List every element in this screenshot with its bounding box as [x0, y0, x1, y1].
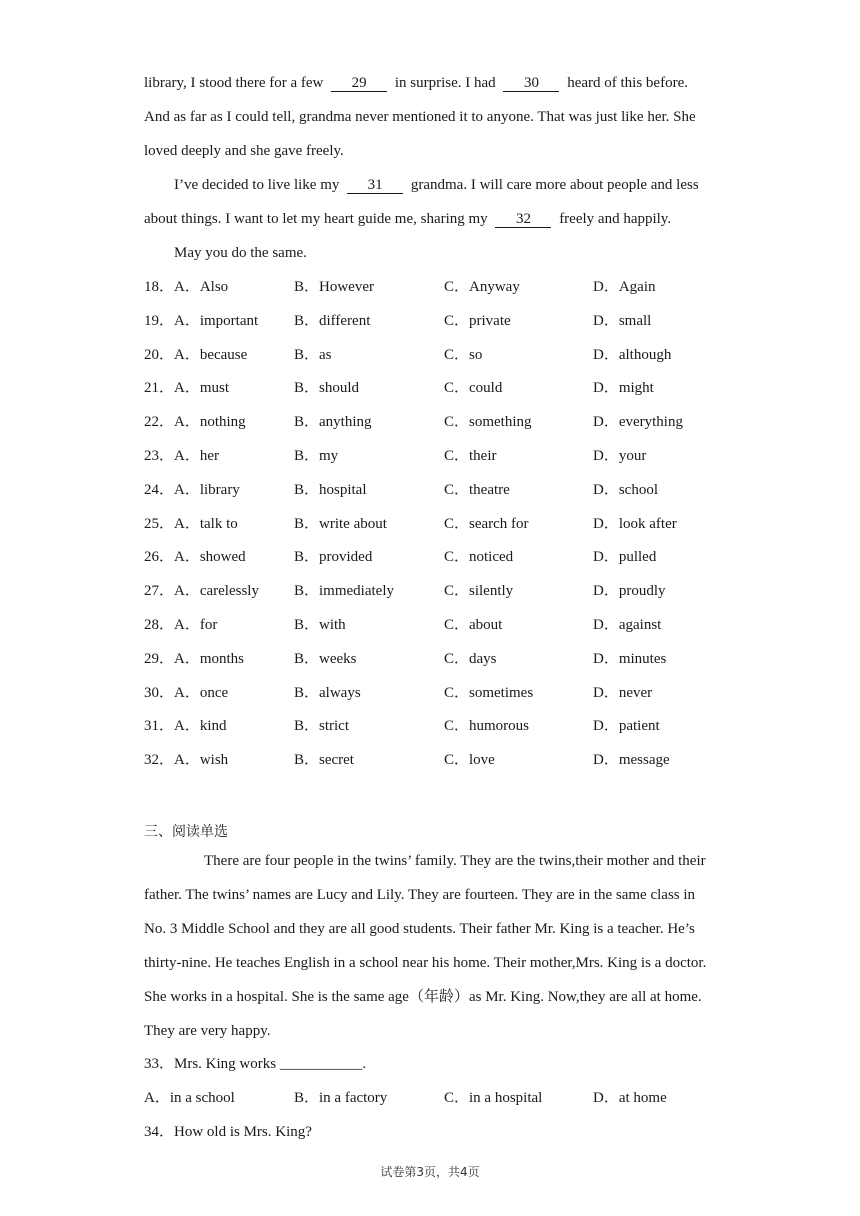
option-c[interactable]: C．humorous [444, 718, 530, 734]
text-segment: library, I stood there for a few [144, 75, 324, 91]
option-c[interactable]: C．noticed [444, 549, 514, 565]
question-number: 21． [144, 380, 175, 396]
cloze-question-row [144, 412, 744, 432]
option-b[interactable]: B．However [294, 279, 374, 295]
cloze-question-row [144, 277, 744, 297]
question-33-options [144, 1088, 744, 1108]
cloze-question-row [144, 649, 744, 669]
question-number: 18． [144, 279, 175, 295]
option-a[interactable]: A．library [174, 482, 240, 498]
blank-32: 32 [495, 211, 551, 228]
reading-line-3: No. 3 Middle School and they are all good students. Their father Mr. King is a teacher. He’s [144, 921, 695, 937]
option-d[interactable]: D．pulled [593, 549, 657, 565]
option-d[interactable]: D．Again [593, 279, 656, 295]
text-segment: freely and happily. [559, 211, 672, 227]
option-d[interactable]: D．message [593, 752, 670, 768]
option-c[interactable]: C．so [444, 347, 483, 363]
cloze-question-row [144, 716, 744, 736]
option-c[interactable]: C．about [444, 617, 503, 633]
passage-line-2: And as far as I could tell, grandma never mentioned it to anyone. That was just like her. She [144, 109, 696, 125]
cloze-question-row [144, 615, 744, 635]
option-a[interactable]: A．because [174, 347, 248, 363]
option-b[interactable]: B．different [294, 313, 371, 329]
option-b[interactable]: B．my [294, 448, 339, 464]
text-segment: grandma. I will care more about people and less [410, 177, 699, 193]
option-b[interactable]: B．always [294, 685, 361, 701]
option-b[interactable]: B．in a factory [294, 1090, 388, 1106]
option-b[interactable]: B．should [294, 380, 360, 396]
question-number: 25． [144, 516, 175, 532]
question-number: 29． [144, 651, 175, 667]
passage-line-4 [174, 175, 699, 195]
question-number: 20． [144, 347, 175, 363]
option-a[interactable]: A．talk to [174, 516, 238, 532]
question-number: 30． [144, 685, 175, 701]
option-b[interactable]: B．write about [294, 516, 387, 532]
option-c[interactable]: C．could [444, 380, 503, 396]
question-number: 26． [144, 549, 175, 565]
question-number: 28． [144, 617, 175, 633]
option-c[interactable]: C．private [444, 313, 511, 329]
cloze-question-row [144, 514, 744, 534]
passage-line-5 [144, 209, 671, 229]
option-a[interactable]: A．important [174, 313, 259, 329]
option-d[interactable]: D．your [593, 448, 647, 464]
question-33: 33．Mrs. King works ___________. [144, 1056, 367, 1072]
question-number: 27． [144, 583, 175, 599]
option-a[interactable]: A．her [174, 448, 219, 464]
cloze-question-row [144, 446, 744, 466]
reading-line-1: There are four people in the twins’ family. They are the twins,their mother and their [204, 853, 706, 869]
cloze-question-row [144, 547, 744, 567]
cloze-question-row [144, 378, 744, 398]
option-b[interactable]: B．provided [294, 549, 373, 565]
question-number: 24． [144, 482, 175, 498]
option-d[interactable]: D．everything [593, 414, 683, 430]
option-c[interactable]: C．something [444, 414, 532, 430]
passage-line-6: May you do the same. [174, 245, 307, 261]
cloze-question-row [144, 480, 744, 500]
text-segment: I’ve decided to live like my [174, 177, 340, 193]
question-number: 22． [144, 414, 175, 430]
option-a[interactable]: A．wish [174, 752, 229, 768]
option-b[interactable]: B．anything [294, 414, 372, 430]
option-a[interactable]: A．in a school [144, 1090, 235, 1106]
option-a[interactable]: A．nothing [174, 414, 246, 430]
reading-line-6: They are very happy. [144, 1023, 271, 1039]
option-b[interactable]: B．strict [294, 718, 349, 734]
option-a[interactable]: A．for [174, 617, 218, 633]
option-a[interactable]: A．Also [174, 279, 229, 295]
option-b[interactable]: B．weeks [294, 651, 357, 667]
option-c[interactable]: C．sometimes [444, 685, 534, 701]
blank-29: 29 [331, 75, 387, 92]
option-b[interactable]: B．hospital [294, 482, 367, 498]
option-d[interactable]: D．proudly [593, 583, 666, 599]
option-b[interactable]: B．with [294, 617, 346, 633]
question-34: 34．How old is Mrs. King? [144, 1124, 312, 1140]
cloze-question-row [144, 750, 744, 770]
reading-line-2: father. The twins’ names are Lucy and Lily. They are fourteen. They are in the same class in [144, 887, 696, 903]
option-d[interactable]: D．might [593, 380, 654, 396]
option-a[interactable]: A．must [174, 380, 230, 396]
blank-31: 31 [347, 177, 403, 194]
text-segment: about things. I want to let my heart guide me, sharing my [144, 211, 488, 227]
option-c[interactable]: C．Anyway [444, 279, 520, 295]
option-c[interactable]: C．love [444, 752, 495, 768]
blank-30: 30 [503, 75, 559, 92]
option-a[interactable]: A．showed [174, 549, 246, 565]
option-d[interactable]: D．against [593, 617, 662, 633]
reading-line-5: She works in a hospital. She is the same age（年龄）as Mr. King. Now,they are all at home. [144, 989, 702, 1005]
option-c[interactable]: C．silently [444, 583, 514, 599]
option-d[interactable]: D．although [593, 347, 672, 363]
text-segment: heard of this before. [567, 75, 688, 91]
cloze-question-row [144, 581, 744, 601]
option-c[interactable]: C．days [444, 651, 497, 667]
option-d[interactable]: D．at home [593, 1090, 667, 1106]
option-a[interactable]: A．once [174, 685, 229, 701]
option-b[interactable]: B．secret [294, 752, 354, 768]
text-segment: in surprise. I had [394, 75, 496, 91]
page-footer: 试卷第3页，共4页 [380, 1165, 480, 1179]
option-d[interactable]: D．never [593, 685, 653, 701]
cloze-question-row [144, 683, 744, 703]
option-c[interactable]: C．search for [444, 516, 529, 532]
passage-line-1 [144, 73, 688, 93]
passage-line-3: loved deeply and she gave freely. [144, 143, 344, 159]
cloze-question-row [144, 311, 744, 331]
section-title: 三、阅读单选 [144, 824, 228, 840]
option-d[interactable]: D．look after [593, 516, 677, 532]
question-number: 19． [144, 313, 175, 329]
option-a[interactable]: A．months [174, 651, 245, 667]
option-c[interactable]: C．their [444, 448, 497, 464]
option-d[interactable]: D．school [593, 482, 658, 498]
option-d[interactable]: D．minutes [593, 651, 667, 667]
option-d[interactable]: D．patient [593, 718, 660, 734]
option-c[interactable]: C．in a hospital [444, 1090, 543, 1106]
option-b[interactable]: B．immediately [294, 583, 394, 599]
option-c[interactable]: C．theatre [444, 482, 510, 498]
option-a[interactable]: A．kind [174, 718, 227, 734]
cloze-question-row [144, 345, 744, 365]
question-number: 23． [144, 448, 175, 464]
question-number: 32． [144, 752, 175, 768]
reading-line-4: thirty-nine. He teaches English in a school near his home. Their mother,Mrs. King is a doctor. [144, 955, 707, 971]
option-b[interactable]: B．as [294, 347, 332, 363]
question-number: 31． [144, 718, 175, 734]
option-d[interactable]: D．small [593, 313, 652, 329]
option-a[interactable]: A．carelessly [174, 583, 259, 599]
